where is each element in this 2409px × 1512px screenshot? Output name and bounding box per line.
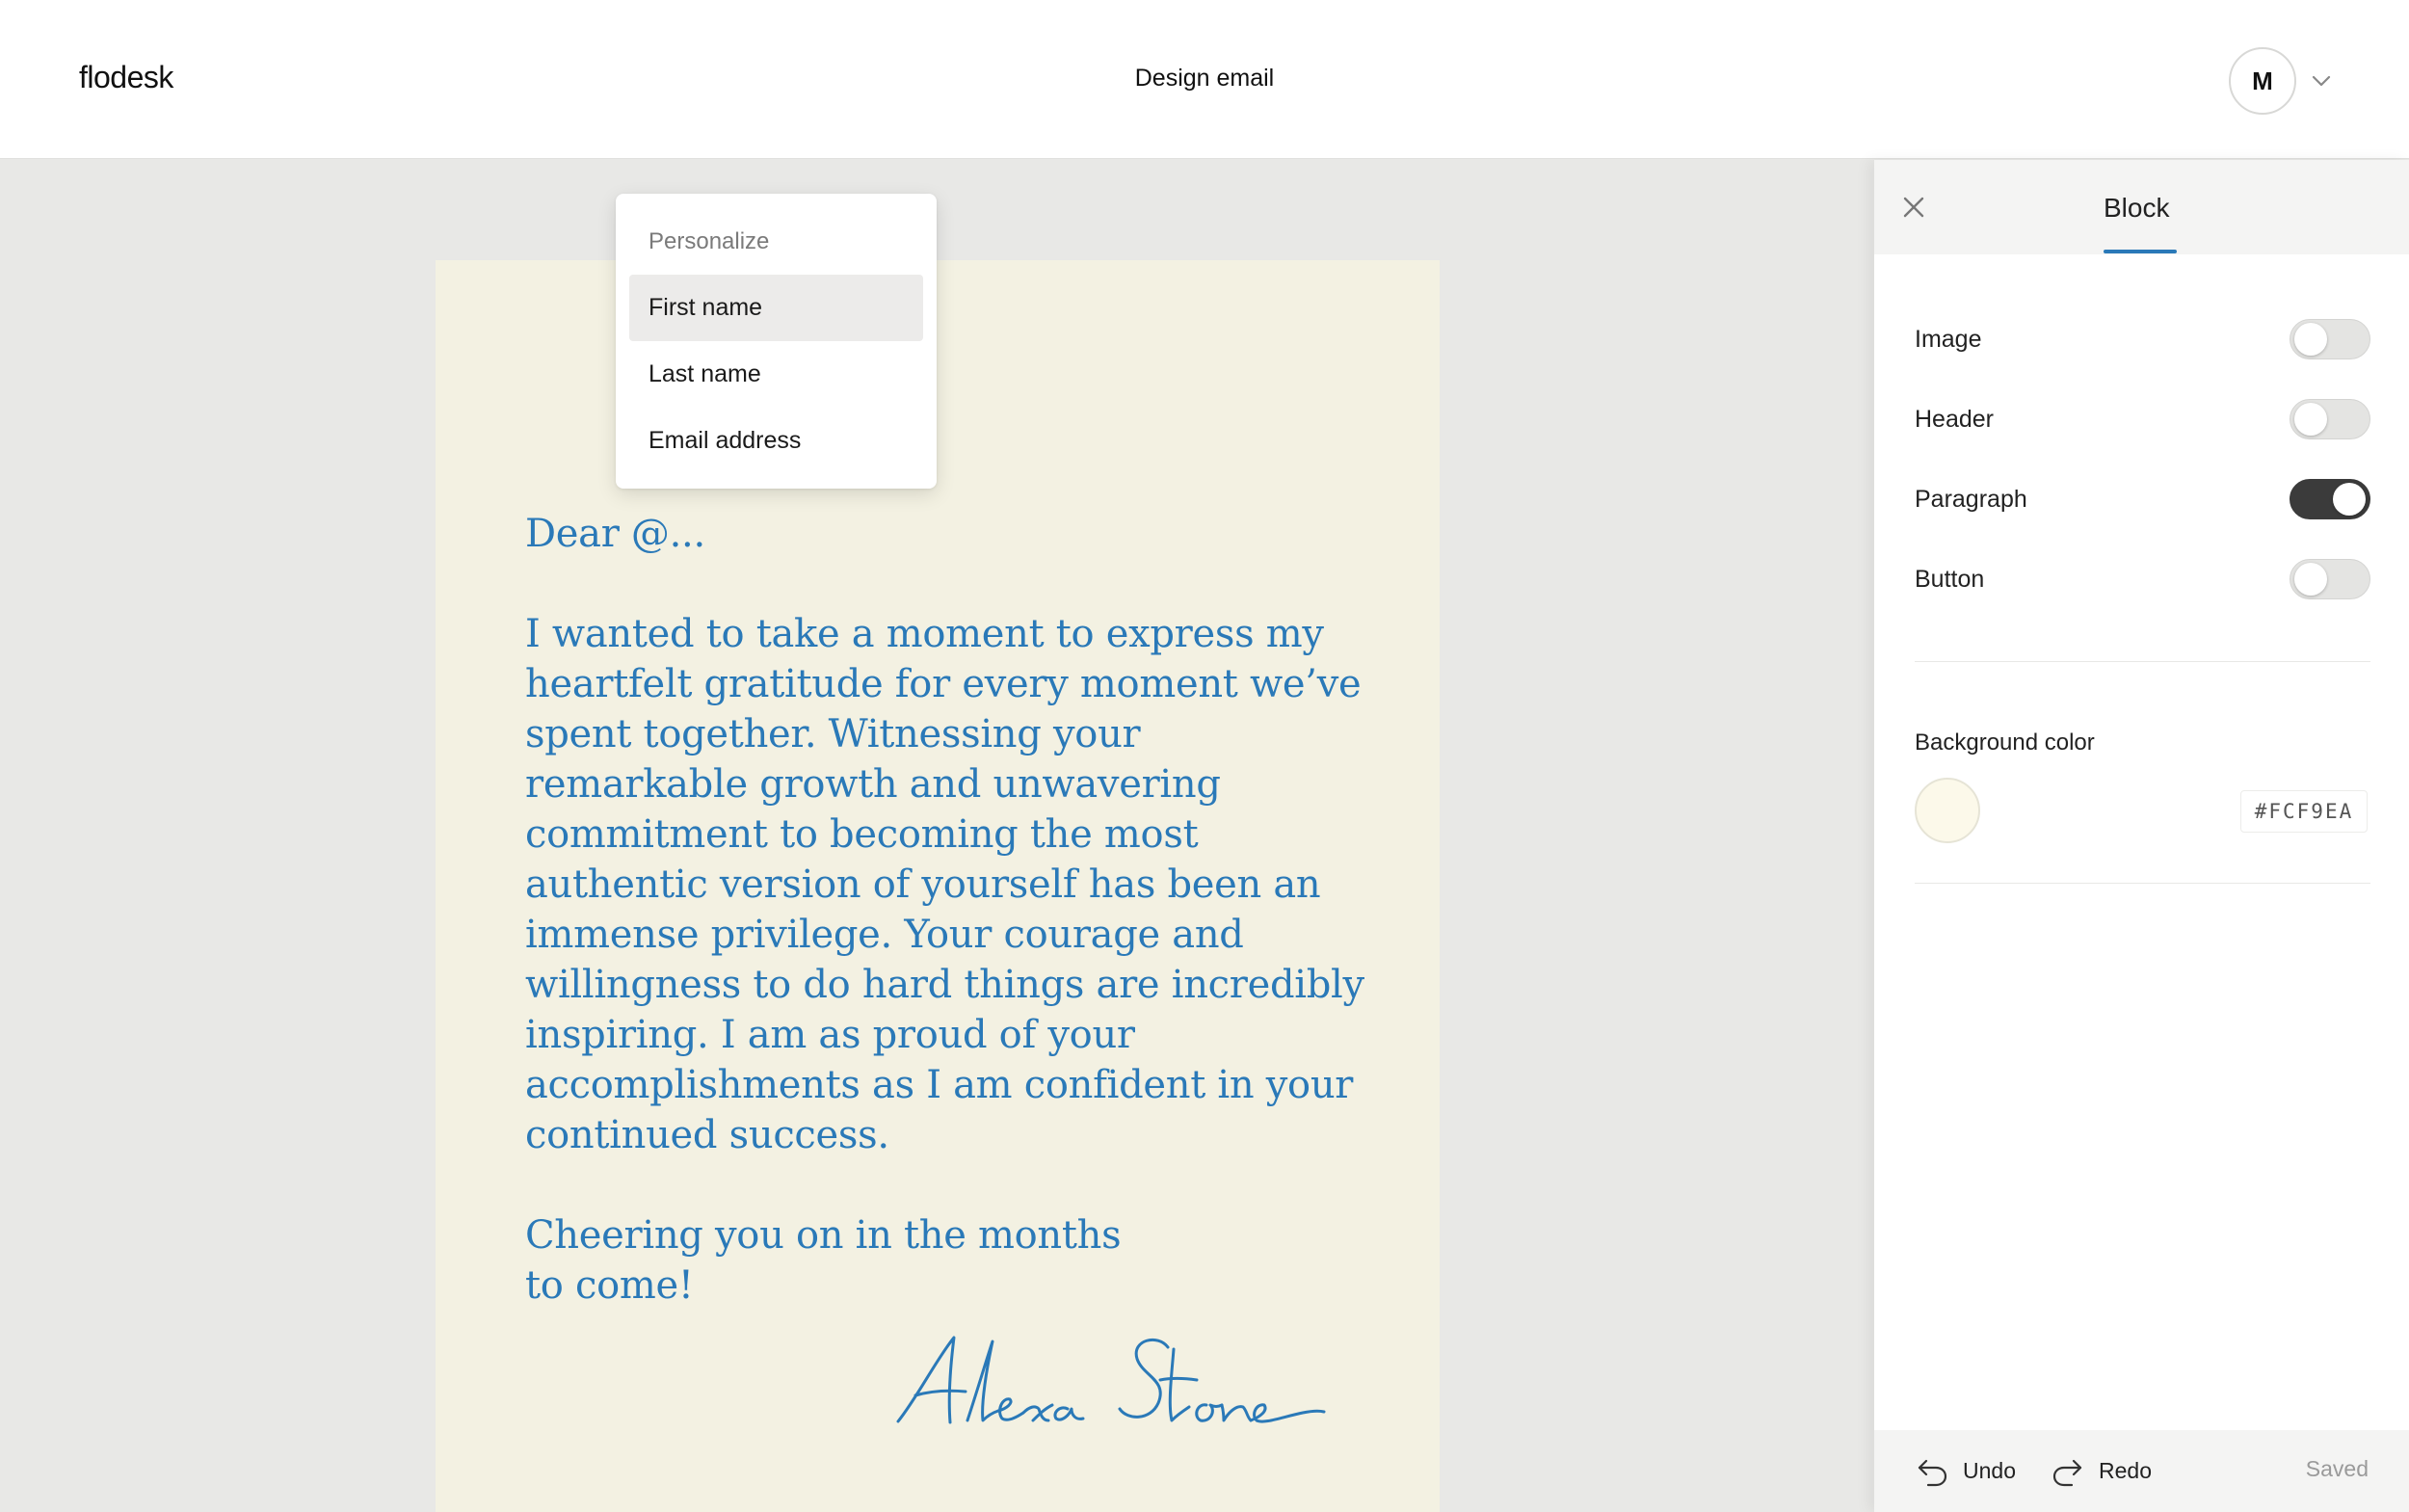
paragraph-toggle[interactable]	[2290, 479, 2370, 519]
undo-label: Undo	[1963, 1457, 2016, 1483]
divider	[1915, 661, 2370, 662]
redo-icon	[2051, 1453, 2085, 1488]
email-greeting[interactable]: Dear @...	[525, 512, 705, 556]
button-toggle[interactable]	[2290, 559, 2370, 599]
email-closing[interactable]	[525, 1210, 1373, 1311]
redo-button[interactable]	[2051, 1453, 2152, 1488]
top-bar	[0, 0, 2409, 159]
user-avatar[interactable]: M	[2229, 47, 2296, 115]
email-block[interactable]	[436, 260, 1440, 1512]
toggle-row-header	[1915, 395, 2370, 443]
email-paragraph[interactable]	[525, 509, 1373, 1361]
background-color-label: Background color	[1915, 729, 2095, 756]
tab-block[interactable]: Block	[2104, 193, 2170, 223]
toggle-knob	[2294, 563, 2327, 596]
save-status: Saved	[2305, 1456, 2369, 1481]
panel-header	[1874, 160, 2409, 254]
toggle-label-image: Image	[1915, 325, 1982, 353]
personalize-item-email-address[interactable]: Email address	[649, 427, 802, 454]
tab-active-indicator	[2104, 250, 2177, 253]
personalize-dropdown	[616, 194, 937, 489]
toggle-label-paragraph: Paragraph	[1915, 485, 2027, 513]
toggle-knob	[2294, 323, 2327, 356]
toggle-row-image	[1915, 315, 2370, 363]
app-logo[interactable]: flodesk	[79, 60, 173, 94]
email-body[interactable]: I wanted to take a moment to express my heartfelt gratitude for every moment we’ve spent together. Witnessing your remarkable growth and unwavering commitment to becoming the most authentic version of yourself has been an immense privilege. Your courage and willingness to do hard things are incredibly inspiring. I am as proud of your accomplishments as I am confident in your continued success.	[525, 612, 1364, 1157]
panel-footer	[1874, 1430, 2409, 1512]
email-closing-line1: Cheering you on in the months	[525, 1213, 1122, 1258]
close-icon[interactable]	[1897, 191, 1930, 224]
toggle-knob	[2333, 483, 2366, 516]
toggle-row-button	[1915, 555, 2370, 603]
personalize-title: Personalize	[649, 228, 770, 254]
block-settings-panel	[1874, 160, 2409, 1512]
toggle-label-button: Button	[1915, 565, 1985, 593]
undo-icon	[1915, 1453, 1949, 1488]
undo-button[interactable]	[1915, 1453, 2016, 1488]
personalize-item-last-name[interactable]: Last name	[649, 360, 761, 387]
background-color-swatch[interactable]	[1915, 778, 1980, 843]
background-color-hex-input[interactable]: #FCF9EA	[2240, 790, 2368, 833]
email-canvas	[0, 160, 1874, 1512]
toggle-label-header: Header	[1915, 405, 1994, 433]
toggle-knob	[2294, 403, 2327, 436]
redo-label: Redo	[2099, 1457, 2152, 1483]
personalize-item-first-name[interactable]: First name	[629, 275, 923, 341]
header-toggle[interactable]	[2290, 399, 2370, 439]
signature-image	[879, 1320, 1361, 1455]
email-closing-line2: to come!	[525, 1263, 694, 1308]
image-toggle[interactable]	[2290, 319, 2370, 359]
toggle-row-paragraph	[1915, 475, 2370, 523]
divider	[1915, 883, 2370, 884]
chevron-down-icon[interactable]	[2306, 66, 2337, 96]
page-title-text: Design email	[1134, 65, 1275, 92]
page-title	[0, 65, 2409, 93]
